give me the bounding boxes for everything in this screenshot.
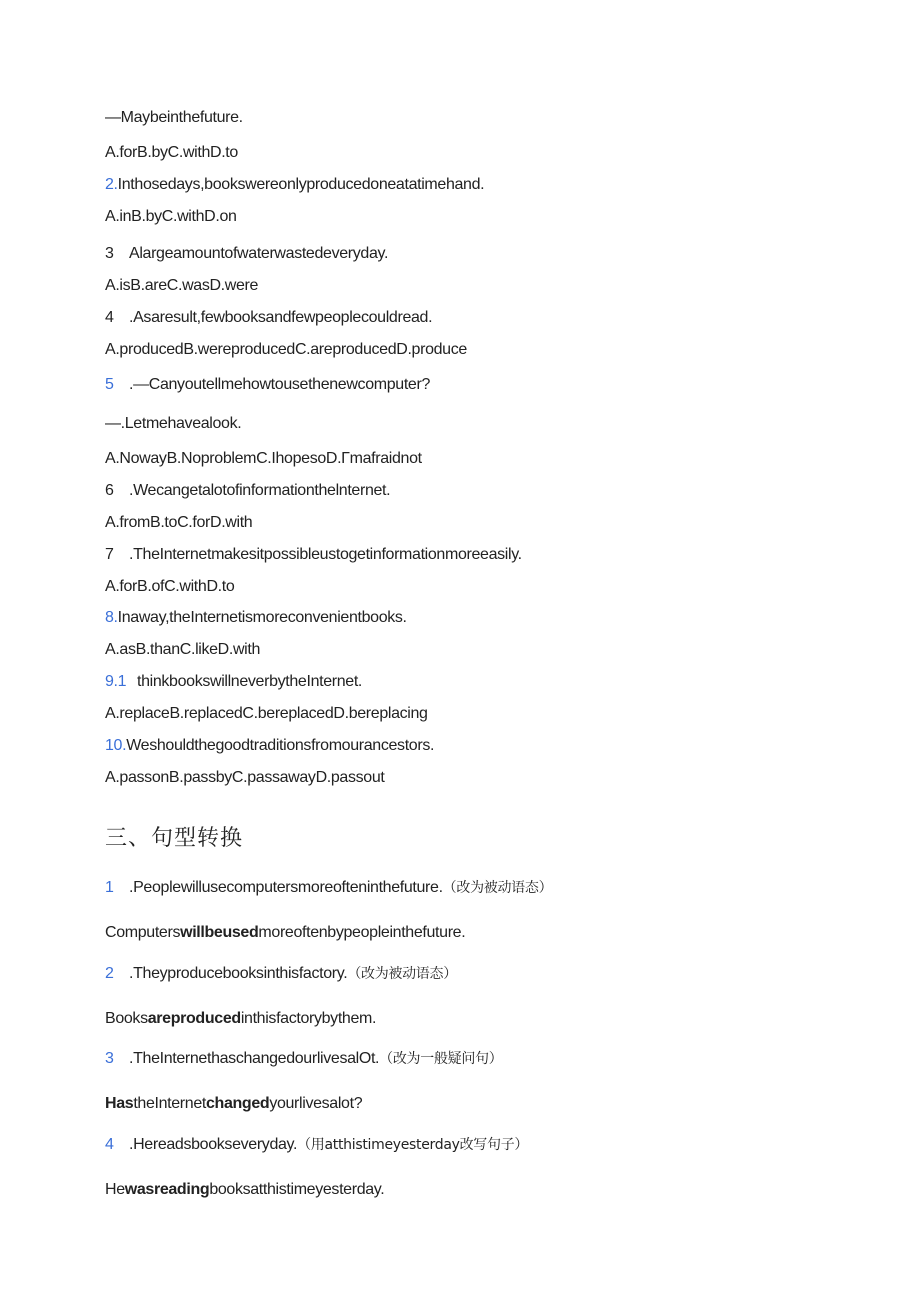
q2-options: A.inB.byC.withD.on bbox=[105, 208, 237, 225]
s1-note: （改为被动语态） bbox=[442, 880, 553, 896]
s3-answer-post: yourlivesalot? bbox=[269, 1095, 363, 1112]
q10-options: A.passonB.passbyC.passawayD.passout bbox=[105, 769, 385, 786]
q10-number: 10. bbox=[105, 737, 127, 754]
s1-number: 1 bbox=[105, 879, 114, 896]
s3-answer-mid: theInternet bbox=[133, 1095, 206, 1112]
q7-stem: .TheInternetmakesitpossibleustogetinformationmoreeasily. bbox=[129, 546, 522, 563]
q4-stem: .Asaresult,fewbooksandfewpeoplecouldread. bbox=[129, 309, 433, 326]
q6-stem: .Wecangetalotofinformationthelnternet. bbox=[129, 482, 391, 499]
q1-answer-line: —Maybeinthefuture. bbox=[105, 109, 243, 126]
s2-answer bbox=[105, 1009, 376, 1029]
s3-answer-bold-2: changed bbox=[205, 1095, 270, 1112]
q5-stem-line bbox=[105, 375, 430, 395]
s1-stem-line bbox=[105, 878, 552, 898]
q8-stem: Inaway,theInternetismoreconvenientbooks. bbox=[117, 609, 407, 626]
s1-stem: .Peoplewillusecomputersmoreofteninthefuture. bbox=[129, 879, 443, 896]
q8-stem-line bbox=[105, 608, 407, 628]
q9-stem-line bbox=[105, 672, 362, 692]
q5-options: A.NowayB.NoproblemC.IhopesoD.Γmafraidnot bbox=[105, 450, 422, 467]
s4-answer-pre: He bbox=[105, 1181, 125, 1198]
q5-answer-line: —.Letmehavealook. bbox=[105, 415, 242, 432]
s2-answer-bold: areproduced bbox=[147, 1010, 241, 1027]
q4-stem-line bbox=[105, 308, 432, 328]
q2-stem-line bbox=[105, 175, 484, 195]
q9-number: 9.1 bbox=[105, 673, 127, 690]
q8-number: 8. bbox=[105, 609, 118, 626]
q7-options: A.forB.ofC.withD.to bbox=[105, 578, 235, 595]
s4-stem: .Hereadsbookseveryday. bbox=[129, 1136, 298, 1153]
q6-stem-line bbox=[105, 481, 390, 501]
q6-number: 6 bbox=[105, 482, 114, 499]
s3-number: 3 bbox=[105, 1050, 114, 1067]
q5-number: 5 bbox=[105, 376, 114, 393]
q10-stem-line bbox=[105, 736, 434, 756]
s4-answer-post: booksatthistimeyesterday. bbox=[209, 1181, 385, 1198]
q1-options: A.forB.byC.withD.to bbox=[105, 144, 238, 161]
s1-answer-post: moreoftenbypeopleinthefuture. bbox=[258, 924, 466, 941]
s3-stem: .TheInternethaschangedourlivesalOt. bbox=[129, 1050, 380, 1067]
s2-note: （改为被动语态） bbox=[347, 966, 457, 982]
q9-stem: thinkbookswillneverbytheInternet. bbox=[137, 673, 363, 690]
q4-number: 4 bbox=[105, 309, 114, 326]
q7-stem-line bbox=[105, 545, 522, 565]
q4-options: A.producedB.wereproducedC.areproducedD.produce bbox=[105, 341, 467, 358]
s4-answer-bold: wasreading bbox=[124, 1181, 210, 1198]
s1-answer-bold: willbeused bbox=[180, 924, 259, 941]
q10-stem: Weshouldthegoodtraditionsfromourancestors. bbox=[126, 737, 435, 754]
q9-options: A.replaceB.replacedC.bereplacedD.bereplacing bbox=[105, 705, 428, 722]
q3-stem: Alargeamountofwaterwastedeveryday. bbox=[129, 245, 389, 262]
s3-stem-line bbox=[105, 1049, 502, 1069]
q2-number: 2. bbox=[105, 176, 118, 193]
s2-number: 2 bbox=[105, 965, 114, 982]
q7-number: 7 bbox=[105, 546, 114, 563]
s4-number: 4 bbox=[105, 1136, 114, 1153]
s3-answer bbox=[105, 1094, 362, 1114]
s1-answer bbox=[105, 923, 465, 943]
s2-stem: .Theyproducebooksinthisfactory. bbox=[129, 965, 348, 982]
s4-note: （用atthistimeyesterday改写句子） bbox=[297, 1137, 529, 1153]
s3-note: （改为一般疑问句） bbox=[379, 1051, 503, 1067]
s2-answer-pre: Books bbox=[105, 1010, 148, 1027]
q3-stem-line bbox=[105, 244, 388, 264]
q5-stem: .—Canyoutellmehowtousethenewcomputer? bbox=[129, 376, 431, 393]
s1-answer-pre: Computers bbox=[105, 924, 181, 941]
s2-stem-line bbox=[105, 964, 457, 984]
q6-options: A.fromB.toC.forD.with bbox=[105, 514, 253, 531]
q3-number: 3 bbox=[105, 245, 114, 262]
q8-options: A.asB.thanC.likeD.with bbox=[105, 641, 261, 658]
section-heading: 三、句型转换 bbox=[105, 826, 244, 851]
s4-stem-line bbox=[105, 1135, 528, 1155]
s3-answer-bold-1: Has bbox=[105, 1095, 134, 1112]
s4-answer bbox=[105, 1180, 384, 1200]
s2-answer-post: inthisfactorybythem. bbox=[240, 1010, 377, 1027]
q2-stem: Inthosedays,bookswereonlyproducedoneatatimehand. bbox=[117, 176, 485, 193]
q3-options: A.isB.areC.wasD.were bbox=[105, 277, 259, 294]
